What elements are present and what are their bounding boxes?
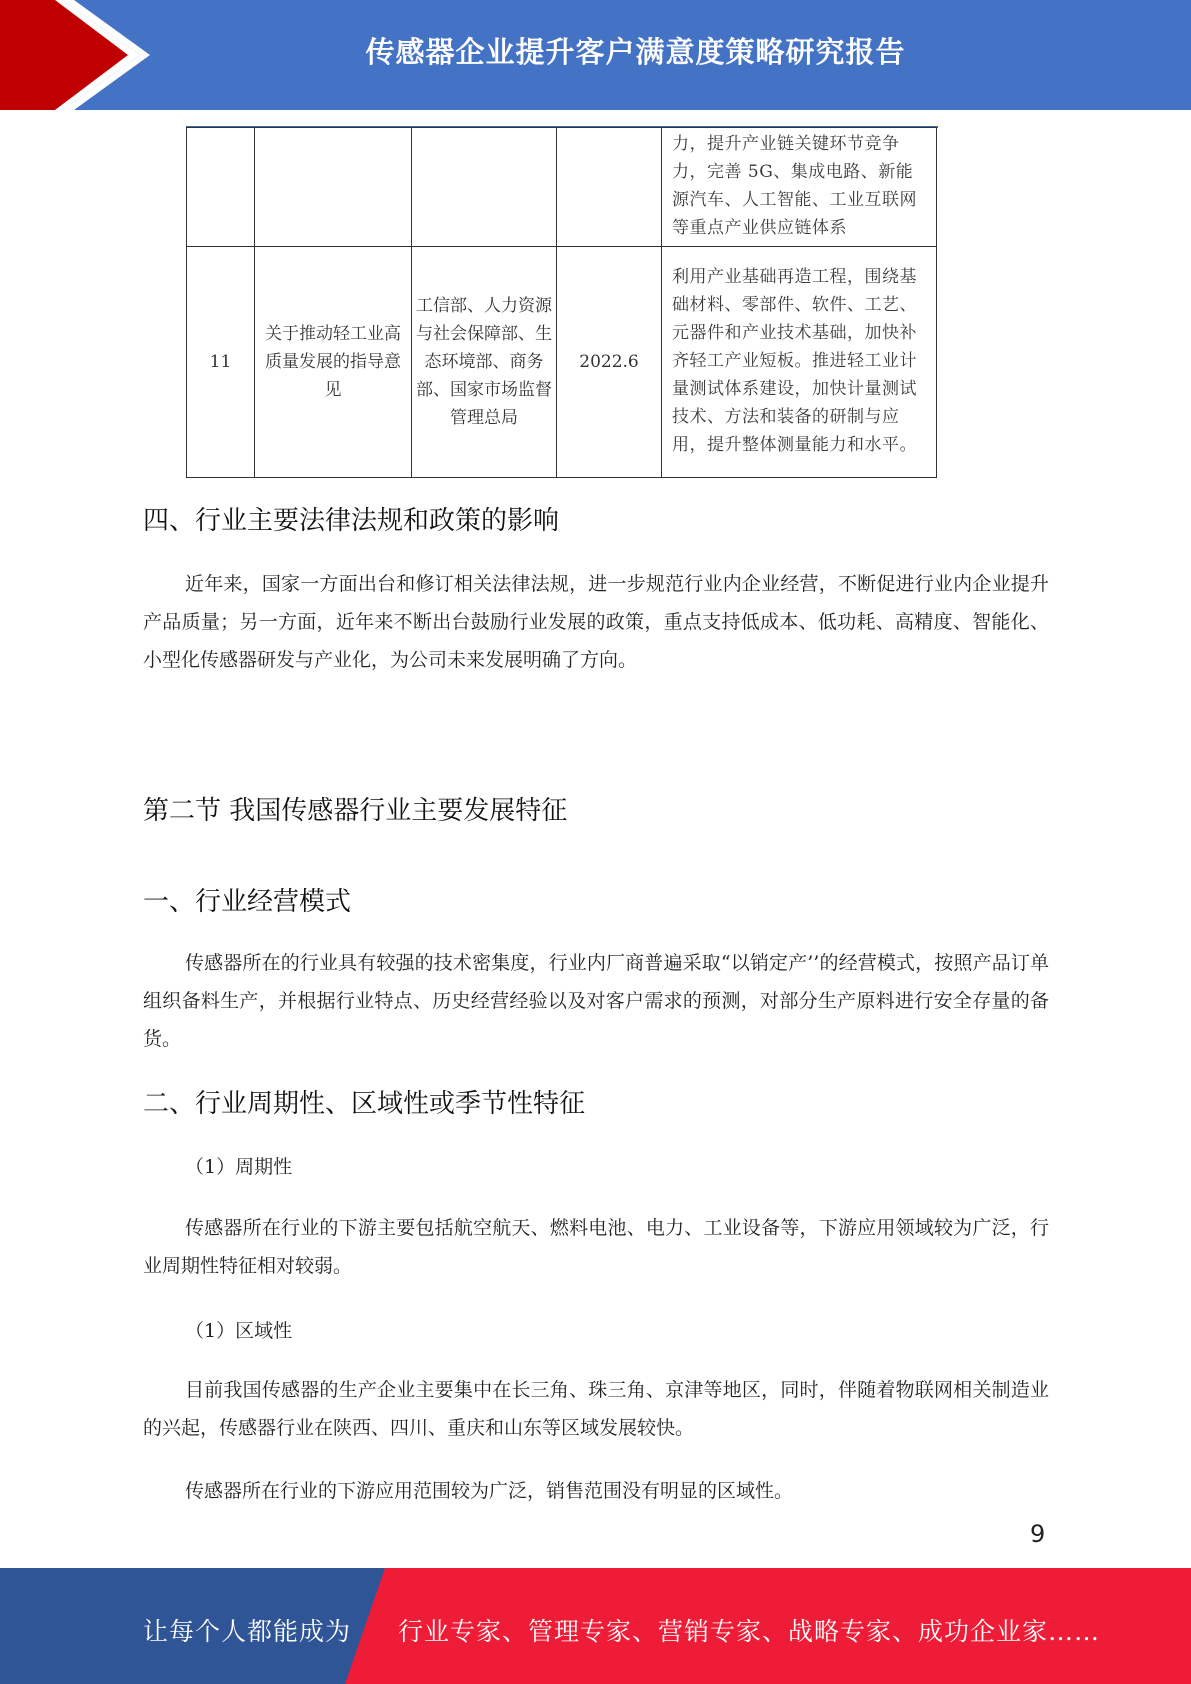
page-number: 9 [1030,1520,1046,1548]
cell-date [557,128,662,247]
footer-banner [0,1568,1191,1684]
cell-content: 利用产业基础再造工程，围绕基础材料、零部件、软件、工艺、元器件和产业技术基础，加快补齐轻工产业短板。推进轻工业计量测试体系建设，加快计量测试技术、方法和装备的研制与应用，提升整体测量能力和水平。 [662,247,937,478]
paragraph-business-model: 传感器所在的行业具有较强的技术密集度，行业内厂商普遍采取“以销定产’’的经营模式，按照产品订单组织备料生产，并根据行业特点、历史经营经验以及对客户需求的预测，对部分生产原料进行安全存量的备货。 [143,952,1049,1050]
section-heading-policy-impact: 四、行业主要法律法规和政策的影响 [143,506,560,536]
paragraph-regionality: 目前我国传感器的生产企业主要集中在长三角、珠三角、京津等地区，同时，伴随着物联网相关制造业的兴起，传感器行业在陕西、四川、重庆和山东等区域发展较快。 [143,1379,1049,1439]
cell-name [255,128,412,247]
cell-no [187,128,255,247]
footer-slogan-right: 行业专家、管理专家、营销专家、战略专家、成功企业家…… [398,1617,1101,1646]
cell-issuer: 工信部、人力资源与社会保障部、生态环境部、商务部、国家市场监督管理总局 [412,247,557,478]
chapter-heading: 第二节 我国传感器行业主要发展特征 [143,796,568,826]
section-heading-business-model: 一、行业经营模式 [143,887,352,917]
table-row [187,247,937,478]
footer-slogan-left: 让每个人都能成为 [143,1617,352,1646]
cell-issuer [412,128,557,247]
paragraph-sales-scope: 传感器所在行业的下游应用范围较为广泛，销售范围没有明显的区域性。 [185,1480,794,1502]
section-heading-characteristics: 二、行业周期性、区域性或季节性特征 [143,1089,586,1119]
cell-content: 力，提升产业链关键环节竞争力，完善 5G、集成电路、新能源汽车、人工智能、工业互联网等重点产业供应链体系 [662,128,937,247]
subheading-regionality: （1）区域性 [185,1320,293,1342]
cell-no: 11 [187,247,255,478]
policy-table [186,127,936,478]
report-title: 传感器企业提升客户满意度策略研究报告 [365,35,906,69]
paragraph-cyclicality: 传感器所在行业的下游主要包括航空航天、燃料电池、电力、工业设备等，下游应用领域较为广泛，行业周期性特征相对较弱。 [143,1217,1049,1277]
cell-name: 关于推动轻工业高质量发展的指导意见 [255,247,412,478]
subheading-cyclicality: （1）周期性 [185,1156,293,1178]
report-header [0,0,1191,110]
cell-date: 2022.6 [557,247,662,478]
paragraph-policy-impact: 近年来，国家一方面出台和修订相关法律法规，进一步规范行业内企业经营，不断促进行业内企业提升产品质量；另一方面，近年来不断出台鼓励行业发展的政策，重点支持低成本、低功耗、高精度、智能化、小型化传感器研发与产业化，为公司未来发展明确了方向。 [143,573,1049,671]
table-row [187,128,937,247]
